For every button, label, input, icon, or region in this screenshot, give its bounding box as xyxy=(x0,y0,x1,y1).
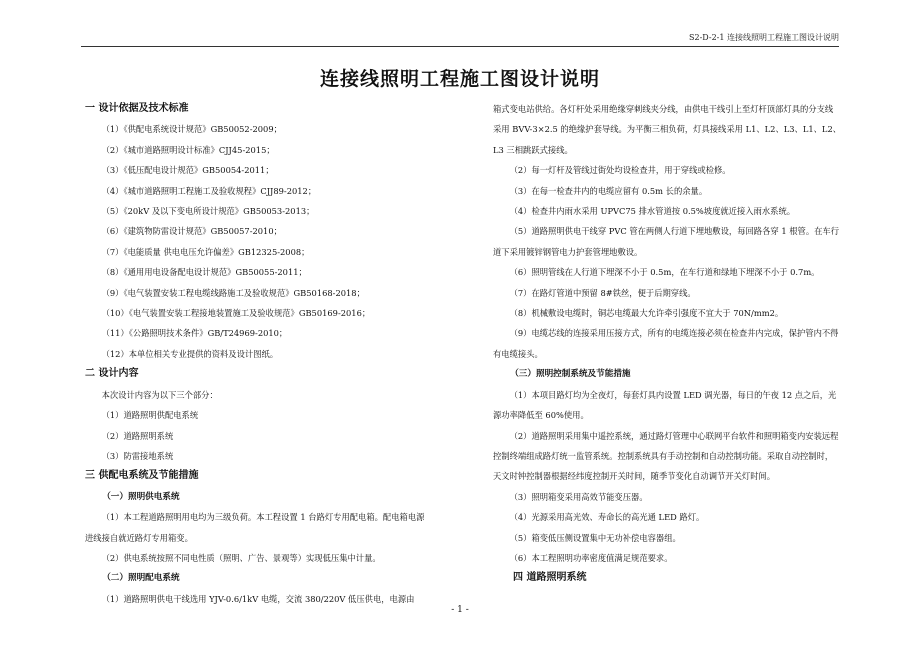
paragraph: （3）在每一检查井内的电缆应留有 0.5m 长的余量。 xyxy=(509,185,708,196)
standard-item: （11）《公路照明技术条件》GB/T24969-2010； xyxy=(101,328,288,339)
paragraph: （4）检查井内雨水采用 UPVC75 排水管道按 0.5%坡度就近接入雨水系统。 xyxy=(509,206,796,217)
standard-item: （9）《电气装置安装工程电缆线路施工及验收规范》GB50168-2018； xyxy=(101,287,365,298)
paragraph: （2）道路照明采用集中遥控系统，通过路灯管理中心联网平台软件和照明箱变内安装远程控制终端组成路灯统一监管系统。控制系统具有手动控制和自动控制功能。采取自动控制时，天文时钟控制器根据经纬度控制开关时间，随季节变化自动调节开关灯时间。 xyxy=(493,430,839,482)
drawing-reference: S2-D-2-1 连接线照明工程施工图设计说明 xyxy=(689,33,839,42)
standard-item: （3）《低压配电设计规范》GB50054-2011； xyxy=(101,165,274,176)
paragraph: （8）机械敷设电缆时，铜芯电缆最大允许牵引强度不宜大于 70N/mm2。 xyxy=(509,308,784,319)
standard-item: （7）《电能质量 供电电压允许偏差》GB12325-2008； xyxy=(101,246,310,257)
section-2-intro: 本次设计内容为以下三个部分： xyxy=(101,389,218,400)
paragraph: 箱式变电站供给。各灯杆处采用绝缘穿刺线夹分线，由供电干线引上至灯杆顶部灯具的分支线采用 BVV-3×2.5 的绝缘护套导线。为平衡三相负荷，灯具接线采用 L1、L2、L3、L1、L2、L3 三相跳跃式接线。 xyxy=(493,104,842,155)
paragraph: （1）本项目路灯均为全夜灯，每套灯具内设置 LED 调光器，每日的午夜 12 点之后，光源功率降低至 60%使用。 xyxy=(493,389,837,421)
header-divider xyxy=(81,46,839,47)
standard-item: （2）《城市道路照明设计标准》CJJ45-2015； xyxy=(101,144,275,155)
section-3-heading: 三 供配电系统及节能措施 xyxy=(85,470,199,482)
subsection-control-heading: （三）照明控制系统及节能措施 xyxy=(510,369,631,380)
section-2-heading: 二 设计内容 xyxy=(85,368,139,380)
design-content-item: （2）道路照明系统 xyxy=(101,430,174,441)
standard-item: （12）本单位相关专业提供的资料及设计图纸。 xyxy=(101,348,279,359)
standard-item: （4）《城市道路照明工程施工及验收规程》CJJ89-2012； xyxy=(101,185,317,196)
paragraph: （6）照明管线在人行道下埋深不小于 0.5m，在车行道和绿地下埋深不小于 0.7m。 xyxy=(509,267,820,278)
paragraph: （1）道路照明供电干线选用 YJV-0.6/1kV 电缆，交流 380/220V 低压供电，电源由 xyxy=(101,593,415,604)
standard-item: （6）《建筑物防雷设计规范》GB50057-2010； xyxy=(101,226,282,237)
paragraph: （6）本工程照明功率密度值满足规范要求。 xyxy=(509,552,673,563)
standard-item: （5）《20kV 及以下变电所设计规范》GB50053-2013； xyxy=(101,206,315,217)
subsection-distribution-heading: （二）照明配电系统 xyxy=(102,573,180,584)
right-column xyxy=(493,99,841,589)
section-1-heading: 一 设计依据及技术标准 xyxy=(85,103,189,114)
standard-item: （8）《通用用电设备配电设计规范》GB50055-2011； xyxy=(101,267,307,278)
paragraph: （5）道路照明供电干线穿 PVC 管在两侧人行道下埋地敷设，每回路各穿 1 根管。在车行道下采用镀锌钢管电力护套管埋地敷设。 xyxy=(493,226,840,257)
standard-item: （10）《电气装置安装工程接地装置施工及验收规范》GB50169-2016； xyxy=(101,308,371,319)
paragraph: （9）电缆芯线的连接采用压接方式，所有的电缆连接必须在检查井内完成，保护管内不得有电缆接头。 xyxy=(493,328,839,359)
paragraph: （5）箱变低压侧设置集中无功补偿电容器组。 xyxy=(509,532,681,543)
paragraph: （7）在路灯管道中预留 8#铁丝，便于后期穿线。 xyxy=(509,287,696,298)
section-4-heading: 四 道路照明系统 xyxy=(513,572,587,584)
paragraph: （2）供电系统按照不同电性质（照明、广告、景观等）实现低压集中计量。 xyxy=(101,552,381,563)
paragraph: （4）光源采用高光效、寿命长的高光通 LED 路灯。 xyxy=(509,512,705,523)
document-title: 连接线照明工程施工图设计说明 xyxy=(319,68,600,90)
paragraph: （3）照明箱变采用高效节能变压器。 xyxy=(509,491,648,502)
left-column xyxy=(85,99,428,609)
page-number: - 1 - xyxy=(451,605,469,615)
subsection-power-supply-heading: （一）照明供电系统 xyxy=(102,491,180,502)
paragraph: （1）本工程道路照明用电均为三级负荷。本工程设置 1 台路灯专用配电箱。配电箱电源进线接自就近路灯专用箱变。 xyxy=(85,512,425,543)
paragraph: （2）每一灯杆及管线过街处均设检查井，用于穿线或检修。 xyxy=(509,165,731,176)
design-content-item: （1）道路照明供配电系统 xyxy=(101,410,199,421)
standard-item: （1）《供配电系统设计规范》GB50052-2009； xyxy=(101,124,282,135)
design-content-item: （3）防雷接地系统 xyxy=(101,450,174,461)
